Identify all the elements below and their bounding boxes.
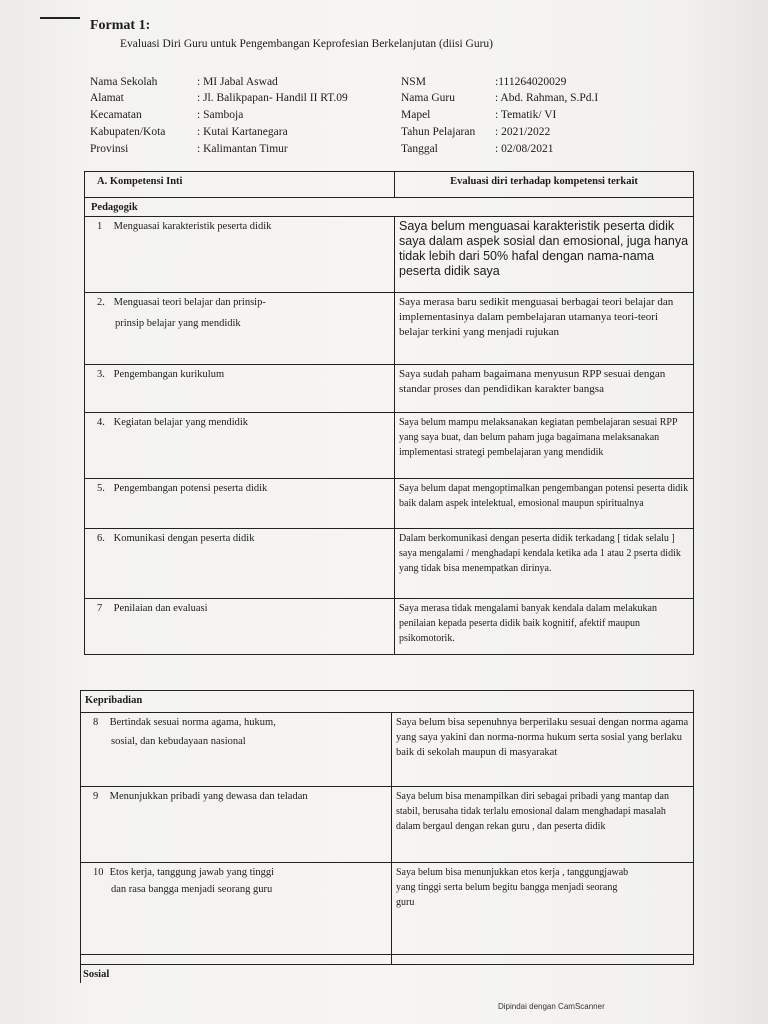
blank-cell [392, 955, 694, 965]
table-row-blank [81, 955, 694, 965]
section-label: Kepribadian [81, 691, 694, 713]
row-number: 10 [93, 867, 104, 878]
section-row-kepribadian [81, 691, 694, 713]
info-value: : Kutai Kartanegara [197, 126, 288, 138]
info-value: : Abd. Rahman, S.Pd.I [495, 92, 599, 104]
competency-cell [81, 863, 392, 955]
info-value: :111264020029 [495, 76, 567, 88]
competency-text: Penilaian dan evaluasi [113, 603, 208, 614]
table-row [85, 599, 694, 655]
competency-cell [85, 599, 395, 655]
row-number: 3. [97, 369, 105, 380]
competency-text: Etos kerja, tanggung jawab yang tinggi [109, 867, 275, 878]
info-value: : Samboja [197, 109, 244, 121]
competency-cell [81, 713, 392, 787]
table-row [81, 787, 694, 863]
table-row [81, 863, 694, 955]
evaluation-cell: Saya belum bisa sepenuhnya berperilaku sesuai dengan norma agama yang saya yakini dan norma-norma hukum serta sosial yang berlaku baik di sekolah maupun di masyarakat [392, 713, 694, 787]
row-number: 9 [93, 791, 99, 802]
info-value: : 2021/2022 [495, 126, 551, 138]
competency-text: Menguasai teori belajar dan prinsip- [113, 297, 266, 308]
info-value: : Kalimantan Timur [197, 143, 288, 155]
competency-table-kepribadian [80, 690, 694, 983]
competency-cell [81, 787, 392, 863]
table-row [85, 529, 694, 599]
competency-cell [85, 413, 395, 479]
evaluation-cell: Saya belum bisa menampilkan diri sebagai pribadi yang mantap dan stabil, berusaha tidak terlalu emosional dalam menghadapi masalah dalam bergaul dengan rekan guru , dan peserta didik [392, 787, 694, 863]
info-value: : 02/08/2021 [495, 143, 554, 155]
competency-text-cont: prinsip belajar yang mendidik [115, 318, 241, 329]
info-value: : Tematik/ VI [495, 109, 557, 121]
document-subtitle: Evaluasi Diri Guru untuk Pengembangan Keprofesian Berkelanjutan (diisi Guru) [120, 38, 494, 50]
col-header-evaluasi: Evaluasi diri terhadap kompetensi terkait [395, 172, 694, 198]
table-row [85, 479, 694, 529]
competency-text: Bertindak sesuai norma agama, hukum, [109, 717, 276, 728]
info-label: Provinsi [90, 143, 129, 155]
competency-text: Pengembangan potensi peserta didik [113, 483, 268, 494]
row-number: 2. [97, 297, 105, 308]
info-label: Tanggal [401, 143, 438, 155]
format-title: Format 1: [90, 18, 151, 33]
competency-text: Pengembangan kurikulum [113, 369, 225, 380]
evaluation-cell: Saya belum dapat mengoptimalkan pengembangan potensi peserta didik baik dalam aspek intelektual, emosional maupun spiritualnya [395, 479, 694, 529]
blank-cell [81, 955, 392, 965]
info-label: Mapel [401, 109, 431, 121]
table-row [81, 713, 694, 787]
competency-cell [85, 529, 395, 599]
col-header-kompetensi: A. Kompetensi Inti [85, 172, 395, 198]
evaluation-cell: Saya merasa baru sedikit menguasai berbagai teori belajar dan implementasinya dalam pembelajaran utamanya teori-teori belajar terkini yang menjadi rujukan [395, 293, 694, 365]
top-rule [40, 17, 80, 19]
info-value: : MI Jabal Aswad [197, 76, 278, 88]
info-label: Nama Sekolah [90, 76, 158, 88]
table-row [85, 365, 694, 413]
competency-text-cont: dan rasa bangga menjadi seorang guru [111, 884, 273, 895]
section-row-pedagogik [85, 198, 694, 217]
competency-text-cont: sosial, dan kebudayaan nasional [111, 736, 246, 747]
info-value: : Jl. Balikpapan- Handil II RT.09 [197, 92, 348, 104]
table-header-row [85, 172, 694, 198]
competency-table-pedagogik [84, 171, 694, 655]
info-label: Kecamatan [90, 109, 142, 121]
section-label: Pedagogik [85, 198, 694, 217]
info-label: Kabupaten/Kota [90, 126, 166, 138]
info-label: NSM [401, 76, 426, 88]
competency-cell [85, 479, 395, 529]
evaluation-cell: Saya belum menguasai karakteristik peserta didik saya dalam aspek sosial dan emosional, juga hanya tidak lebih dari 50% hafal dengan nama-nama peserta didik saya [395, 217, 694, 293]
competency-cell [85, 365, 395, 413]
competency-cell [85, 217, 395, 293]
row-number: 1 [97, 221, 103, 232]
evaluation-cell: Dalam berkomunikasi dengan peserta didik terkadang [ tidak selalu ] saya mengalami / menghadapi kendala ketika ada 1 atau 2 pserta didik yang tidak bisa menempatkan dirinya. [395, 529, 694, 599]
info-label: Nama Guru [401, 92, 455, 104]
row-number: 4. [97, 417, 105, 428]
table-row [85, 293, 694, 365]
row-number: 8 [93, 717, 99, 728]
table-row [85, 217, 694, 293]
evaluation-cell: Saya merasa tidak mengalami banyak kendala dalam melakukan penilaian kepada peserta didik baik kognitif, afektif maupun psikomotorik. [395, 599, 694, 655]
competency-text: Kegiatan belajar yang mendidik [113, 417, 249, 428]
evaluation-cell: Saya sudah paham bagaimana menyusun RPP sesuai dengan standar proses dan pendidikan karakter bangsa [395, 365, 694, 413]
section-row-sosial [81, 965, 694, 984]
row-number: 5. [97, 483, 105, 494]
competency-text: Menguasai karakteristik peserta didik [113, 221, 272, 232]
row-number: 6. [97, 533, 105, 544]
info-label: Alamat [90, 92, 124, 104]
competency-cell [85, 293, 395, 365]
competency-text: Menunjukkan pribadi yang dewasa dan teladan [109, 791, 308, 802]
evaluation-cell: Saya belum mampu melaksanakan kegiatan pembelajaran sesuai RPP yang saya buat, dan belum paham juga bagaimana melaksanakan implementasi strategi pembelajaran yang mendidik [395, 413, 694, 479]
scanner-watermark: Dipindai dengan CamScanner [498, 1002, 605, 1011]
evaluation-cell [392, 863, 694, 955]
section-label: Sosial [81, 965, 694, 984]
competency-text: Komunikasi dengan peserta didik [113, 533, 255, 544]
row-number: 7 [97, 603, 103, 614]
info-label: Tahun Pelajaran [401, 126, 476, 138]
evaluation-text: Saya belum bisa menunjukkan etos kerja , tanggungjawab yang tinggi serta belum begitu bangga menjadi seorang guru [396, 867, 629, 908]
table-row [85, 413, 694, 479]
